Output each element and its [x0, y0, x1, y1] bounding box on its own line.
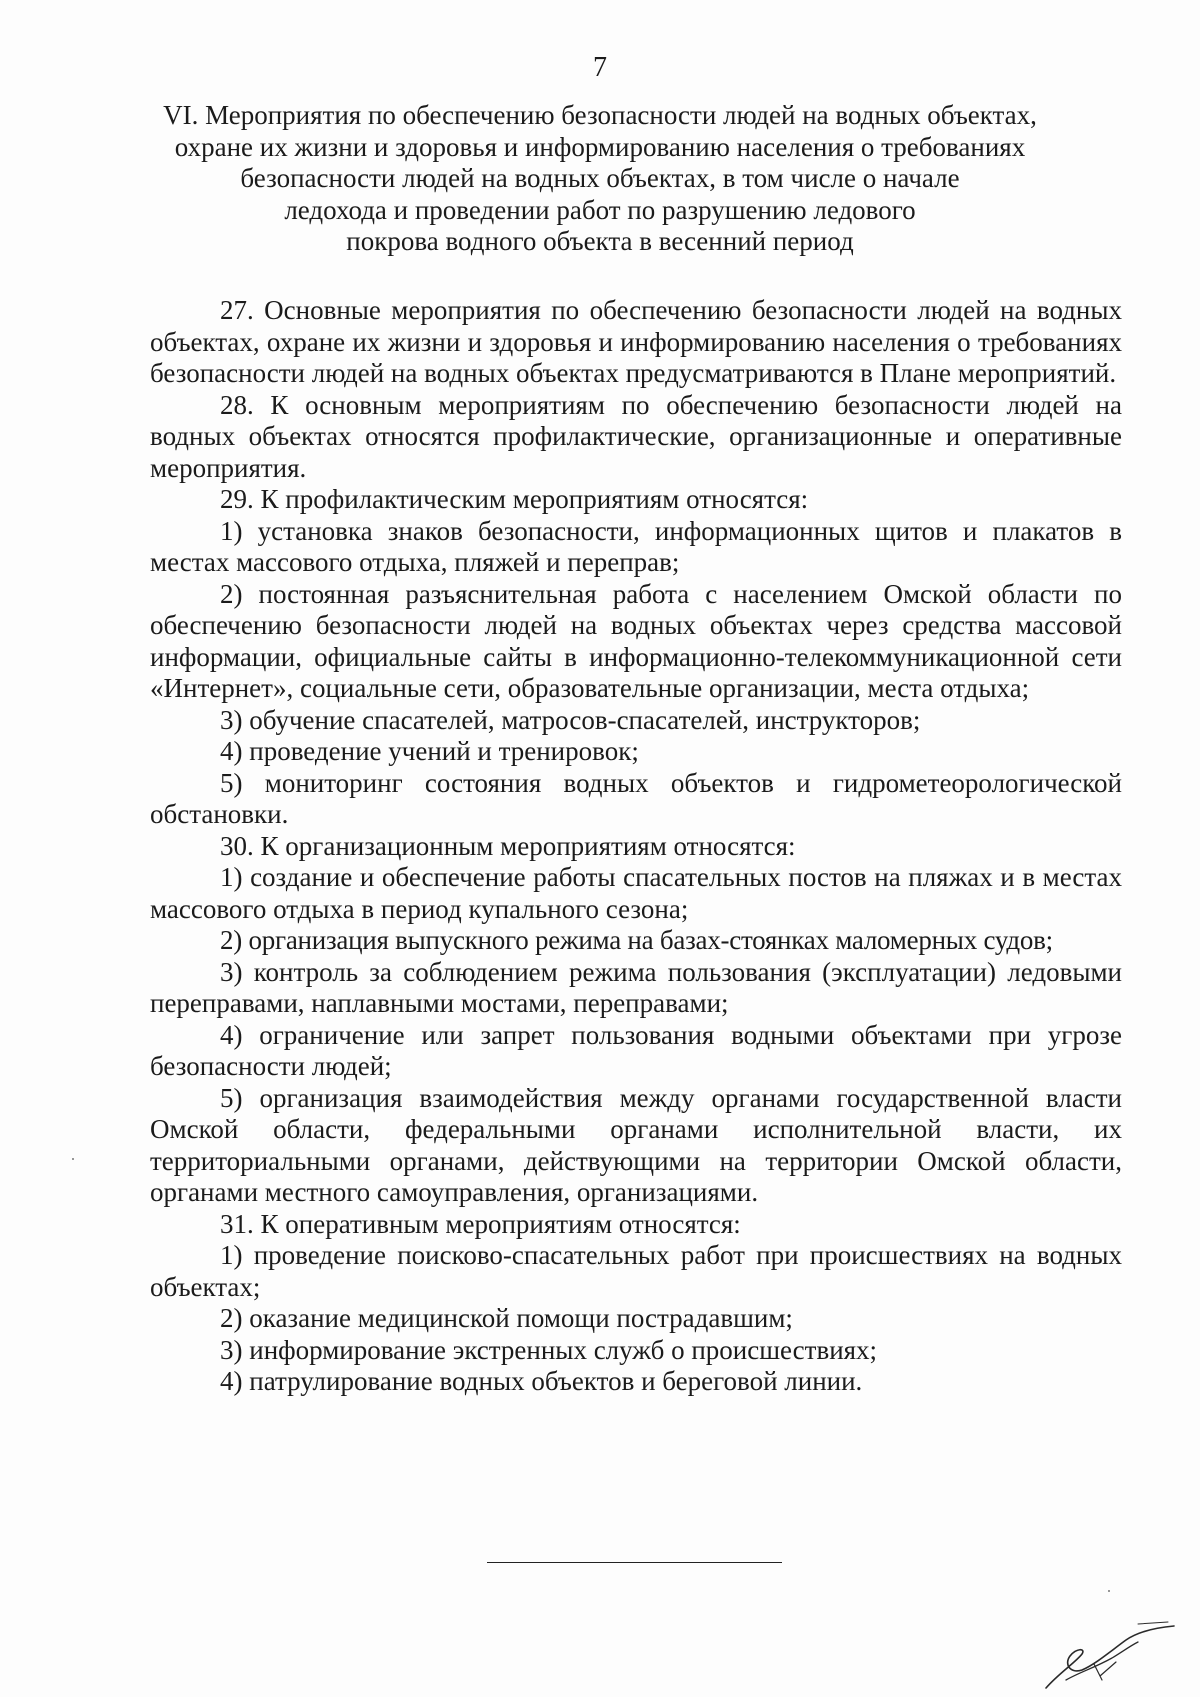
list-item: 4) патрулирование водных объектов и береговой линии.	[220, 1366, 863, 1396]
paragraph-29: 29. К профилактическим мероприятиям относятся:	[220, 484, 809, 514]
list-item: 5) организация взаимодействия между органами государственной власти Омской области, федеральными органами исполнительной власти, их территориальными органами, действующими на территории Омской области, органами местного самоуправления, организациями.	[150, 1082, 1122, 1207]
paragraph-27: 27. Основные мероприятия по обеспечению безопасности людей на водных объектах, охране их жизни и здоровья и информированию населения о требованиях безопасности людей на водных объектах предусматриваются в Плане мероприятий.	[150, 295, 1122, 388]
list-item: 2) оказание медицинской помощи пострадавшим;	[220, 1303, 793, 1333]
section-heading	[150, 100, 1050, 258]
heading-line: охране их жизни и здоровья и информированию населения о требованиях	[174, 131, 1026, 162]
heading-line: безопасности людей на водных объектах, в том числе о начале	[240, 163, 960, 193]
heading-line: ледохода и проведении работ по разрушению ледового	[284, 194, 916, 225]
paragraph-28: 28. К основным мероприятиям по обеспечению безопасности людей на водных объектах относятся профилактические, организационные и оперативные мероприятия.	[150, 389, 1122, 483]
paragraph-31: 31. К оперативным мероприятиям относятся:	[220, 1208, 741, 1239]
list-item: 2) организация выпускного режима на базах-стоянках маломерных судов;	[220, 925, 1053, 955]
scan-speck	[72, 1158, 74, 1160]
heading-line: VI. Мероприятия по обеспечению безопасности людей на водных объектах,	[163, 100, 1037, 130]
list-item: 1) проведение поисково-спасательных работ при происшествиях на водных объектах;	[150, 1240, 1122, 1302]
scan-speck	[1108, 1590, 1110, 1592]
list-item: 2) постоянная разъяснительная работа с населением Омской области по обеспечению безопасности людей на водных объектах через средства массовой информации, официальные сайты в информационно-телекоммуникационной сети «Интернет», социальные сети, образовательные организации, места отдыха;	[150, 578, 1122, 703]
list-item: 1) установка знаков безопасности, информационных щитов и плакатов в местах массового отдыха, пляжей и переправ;	[150, 515, 1122, 577]
list-item: 1) создание и обеспечение работы спасательных постов на пляжах и в местах массового отдыха в период купального сезона;	[150, 862, 1122, 924]
heading-line: покрова водного объекта в весенний период	[346, 226, 854, 256]
list-item: 3) информирование экстренных служб о происшествиях;	[220, 1334, 878, 1365]
paragraph-30: 30. К организационным мероприятиям относятся:	[220, 830, 796, 861]
list-item: 4) проведение учений и тренировок;	[220, 736, 639, 766]
list-item: 3) контроль за соблюдением режима пользования (эксплуатации) ледовыми переправами, наплавными мостами, переправами;	[150, 956, 1122, 1018]
list-item: 3) обучение спасателей, матросов-спасателей, инструкторов;	[220, 704, 921, 735]
list-item: 4) ограничение или запрет пользования водными объектами при угрозе безопасности людей;	[150, 1019, 1122, 1081]
end-separator-line	[487, 1562, 782, 1563]
page-number: 7	[593, 52, 607, 83]
handwritten-signature	[1042, 1614, 1178, 1694]
document-body	[150, 295, 1122, 1398]
list-item: 5) мониторинг состояния водных объектов и гидрометеорологической обстановки.	[150, 767, 1122, 829]
